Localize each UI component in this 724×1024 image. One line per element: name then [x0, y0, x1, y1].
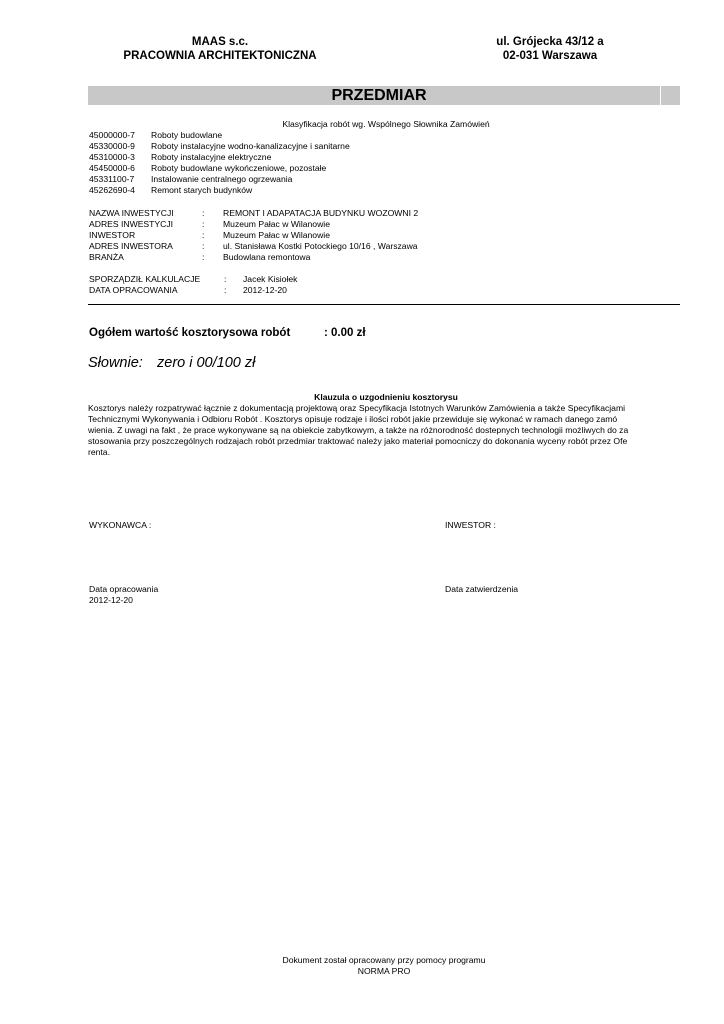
- total-label: Ogółem wartość kosztorysowa robót: [89, 327, 291, 339]
- prepared-value: 2012-12-20: [243, 285, 287, 295]
- prepared-separator: :: [224, 285, 227, 295]
- footer-line: Dokument został opracowany przy pomocy programu: [282, 955, 486, 965]
- detail-label: ADRES INWESTORA: [89, 241, 173, 251]
- detail-separator: :: [202, 208, 205, 218]
- section-divider: [88, 304, 680, 305]
- classification-row: [89, 130, 350, 141]
- date-prepared-block: [89, 584, 158, 606]
- footer: [230, 955, 538, 977]
- detail-value: REMONT I ADAPATACJA BUDYNKU WOZOWNI 2: [223, 208, 419, 218]
- detail-label: ADRES INWESTYCJI: [89, 219, 174, 229]
- detail-row: [89, 230, 418, 241]
- prepared-row: [89, 285, 297, 296]
- prepared-separator: :: [224, 274, 227, 284]
- detail-label: INWESTOR: [89, 230, 136, 240]
- detail-value: Muzeum Pałac w Wilanowie: [223, 219, 330, 229]
- detail-separator: :: [202, 230, 205, 240]
- detail-separator: :: [202, 219, 205, 229]
- clause-line: renta.: [88, 447, 110, 457]
- classification-row: [89, 152, 350, 163]
- clause-title: Klauzula o uzgodnieniu kosztorysu: [314, 392, 458, 402]
- detail-row: [89, 219, 418, 230]
- clause-line: Technicznymi Wykonywania i Odbioru Robót . Kosztorys opisuje rodzaje i ilości robót jakie przewiduje się wykonać w ramach danego zamó: [88, 414, 618, 424]
- detail-label: NAZWA INWESTYCJI: [89, 208, 174, 218]
- date-approved-label: Data zatwierdzenia: [445, 584, 519, 594]
- address-street: ul. Grójecka 43/12 a: [496, 36, 604, 48]
- detail-label: BRANŻA: [89, 252, 124, 262]
- cpv-code: 45262690-4: [89, 185, 135, 195]
- detail-separator: :: [202, 252, 205, 262]
- footer-program: NORMA PRO: [357, 966, 411, 976]
- date-prepared-value: 2012-12-20: [89, 595, 133, 605]
- cpv-name: Remont starych budynków: [151, 185, 253, 195]
- cpv-name: Roboty budowlane: [151, 130, 223, 140]
- title-bar: [88, 86, 680, 105]
- clause-line: wienia. Z uwagi na fakt , że prace wykonywane są na obiekcie zabytkowym, a także na różnorodność dostepnych technologii możliwych do za: [88, 425, 629, 435]
- cpv-name: Roboty budowlane wykończeniowe, pozostałe: [151, 163, 327, 173]
- address-city: 02-031 Warszawa: [502, 50, 598, 62]
- classification-row: [89, 141, 350, 152]
- detail-value: Muzeum Pałac w Wilanowie: [223, 230, 330, 240]
- cpv-code: 45331100-7: [89, 174, 135, 184]
- total-words-label: Słownie:: [88, 355, 143, 371]
- total-value: : 0.00 zł: [324, 327, 366, 339]
- company-type: PRACOWNIA ARCHITEKTONICZNA: [123, 50, 317, 62]
- company-name: MAAS s.c.: [191, 36, 249, 48]
- detail-row: [89, 252, 418, 263]
- detail-separator: :: [202, 241, 205, 251]
- title-bar-end-cell: [660, 86, 680, 105]
- classification-row: [89, 163, 350, 174]
- cpv-code: 45450000-6: [89, 163, 135, 173]
- cpv-code: 45330000-9: [89, 141, 135, 151]
- clause-text: [88, 403, 678, 458]
- classification-list: [89, 130, 350, 196]
- investor-label: INWESTOR :: [445, 520, 496, 530]
- classification-row: [89, 185, 350, 196]
- total-words-value: zero i 00/100 zł: [157, 355, 256, 371]
- cpv-code: 45310000-3: [89, 152, 135, 162]
- clause-line: Kosztorys należy rozpatrywać łącznie z dokumentacją projektową oraz Specyfikacja Istotnych Warunków Zamówienia a także Specyfikacjami: [88, 403, 626, 413]
- cpv-name: Roboty instalacyjne elektryczne: [151, 152, 272, 162]
- prepared-details: [89, 274, 297, 296]
- clause-line: stosowania przy poszczególnych rodzajach robót przedmiar traktować należy jako materiał pomocniczy do dokonania wyceny robót przez Ofe: [88, 436, 628, 446]
- contractor-label: WYKONAWCA :: [89, 520, 152, 530]
- prepared-label: SPORZĄDZIŁ KALKULACJE: [89, 274, 201, 284]
- page-title: PRZEDMIAR: [331, 87, 427, 104]
- investment-details: [89, 208, 418, 263]
- prepared-row: [89, 274, 297, 285]
- detail-value: Budowlana remontowa: [223, 252, 311, 262]
- classification-row: [89, 174, 350, 185]
- prepared-value: Jacek Kisiołek: [243, 274, 298, 284]
- cpv-name: Instalowanie centralnego ogrzewania: [151, 174, 293, 184]
- company-header: [100, 35, 340, 63]
- cpv-name: Roboty instalacyjne wodno-kanalizacyjne i sanitarne: [151, 141, 350, 151]
- detail-value: ul. Stanisława Kostki Potockiego 10/16 , Warszawa: [223, 241, 418, 251]
- detail-row: [89, 241, 418, 252]
- date-prepared-label: Data opracowania: [89, 584, 159, 594]
- company-address: [470, 35, 630, 63]
- classification-heading: Klasyfikacja robót wg. Wspólnego Słownika Zamówień: [282, 119, 490, 129]
- detail-row: [89, 208, 418, 219]
- prepared-label: DATA OPRACOWANIA: [89, 285, 178, 295]
- cpv-code: 45000000-7: [89, 130, 135, 140]
